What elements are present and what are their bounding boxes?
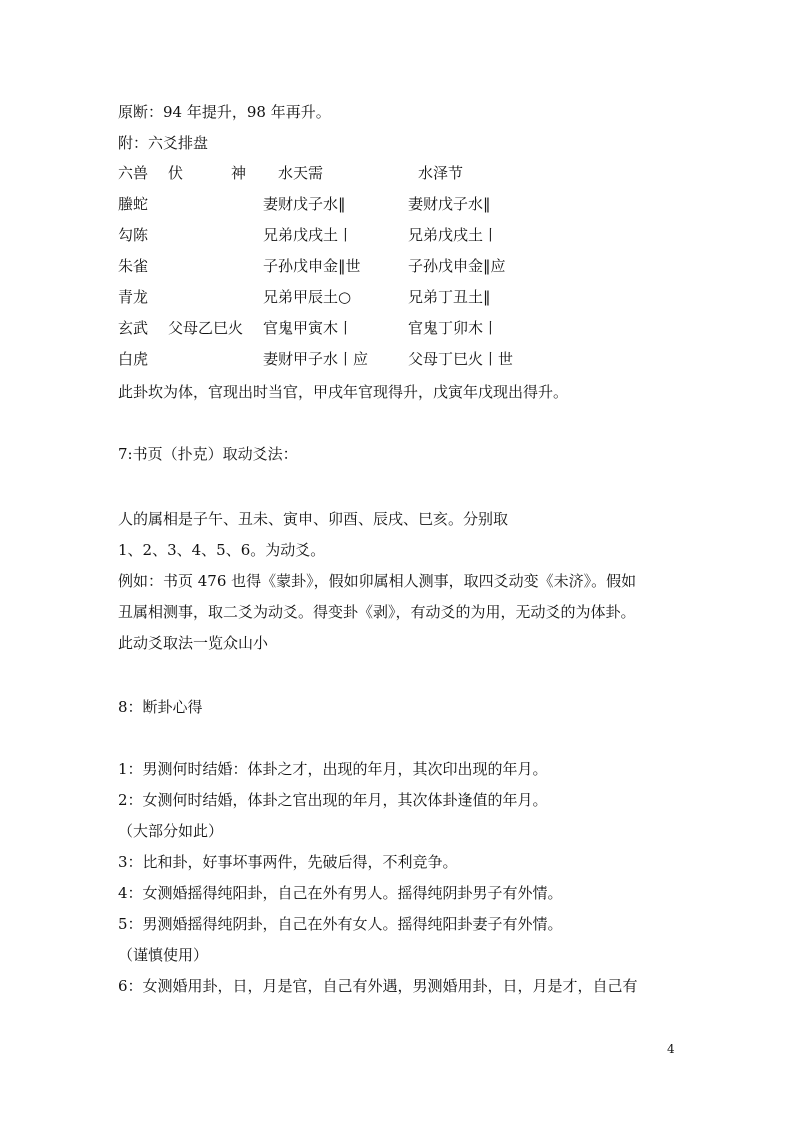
- cell-beast: 白虎: [118, 350, 149, 368]
- cell-beast: 勾陈: [118, 226, 149, 244]
- cell-main-line: 兄弟戊戌土丨: [263, 226, 354, 244]
- hexagram-table: [118, 163, 678, 380]
- text-line: 3：比和卦，好事坏事两件，先破后得，不利竞争。: [118, 853, 458, 871]
- cell-main-line: 子孙戊申金‖世: [263, 257, 361, 275]
- section-heading: 8：断卦心得: [118, 698, 203, 716]
- table-row: [118, 194, 678, 225]
- cell-changed-line: 兄弟戊戌土丨: [408, 226, 499, 244]
- section-heading: 7:书页（扑克）取动爻法：: [118, 445, 298, 463]
- text-line: 6：女测婚用卦，日，月是官，自己有外遇，男测婚用卦，日，月是才，自己有: [118, 977, 638, 995]
- text-line: 人的属相是子午、丑未、寅申、卯酉、辰戌、巳亥。分别取: [118, 510, 509, 528]
- text-line: 1、2、3、4、5、6。为动爻。: [118, 541, 326, 559]
- cell-beast: 玄武: [118, 319, 149, 337]
- cell-changed-line: 子孙戊申金‖应: [408, 257, 506, 275]
- header-fu: 伏: [168, 164, 184, 182]
- text-line: 2：女测何时结婚，体卦之官出现的年月，其次体卦逢值的年月。: [118, 791, 548, 809]
- table-row: [118, 318, 678, 349]
- cell-beast: 青龙: [118, 288, 149, 306]
- text-line: 此动爻取法一览众山小: [118, 634, 269, 652]
- text-line: 5：男测婚摇得纯阴卦，自己在外有女人。摇得纯阳卦妻子有外情。: [118, 915, 563, 933]
- header-shen: 神: [231, 164, 247, 182]
- table-row: [118, 287, 678, 318]
- text-line: 4：女测婚摇得纯阳卦，自己在外有男人。摇得纯阴卦男子有外情。: [118, 884, 563, 902]
- table-row: [118, 225, 678, 256]
- text-line: 例如：书页 476 也得《蒙卦》，假如卯属相人测事，取四爻动变《未济》。假如: [118, 572, 637, 590]
- cell-main-line: 官鬼甲寅木丨: [263, 319, 354, 337]
- cell-changed-line: 兄弟丁丑土‖: [408, 288, 491, 306]
- cell-main-line: 妻财戊子水‖: [263, 195, 346, 213]
- text-line: 原断：94 年提升，98 年再升。: [118, 103, 331, 121]
- paragraph: 此卦坎为体，官现出时当官，甲戌年官现得升，戊寅年戊现出得升。: [118, 383, 569, 401]
- cell-main-line: 兄弟甲辰土○: [263, 288, 352, 306]
- header-changed-hexagram: 水泽节: [418, 164, 464, 182]
- text-line: （大部分如此）: [118, 822, 224, 840]
- header-liushou: 六兽: [118, 164, 149, 182]
- page-number: 4: [667, 1042, 675, 1056]
- table-row: [118, 349, 678, 380]
- cell-changed-line: 父母丁巳火丨世: [408, 350, 514, 368]
- cell-beast: 螣蛇: [118, 195, 149, 213]
- text-line: 丑属相测事，取二爻为动爻。得变卦《剥》，有动爻的为用，无动爻的为体卦。: [118, 603, 636, 621]
- header-main-hexagram: 水天需: [278, 164, 324, 182]
- cell-beast: 朱雀: [118, 257, 149, 275]
- text-line: 1：男测何时结婚：体卦之才，出现的年月，其次印出现的年月。: [118, 760, 548, 778]
- cell-changed-line: 官鬼丁卯木丨: [408, 319, 499, 337]
- text-line: （谨慎使用）: [118, 946, 209, 964]
- table-header-row: [118, 163, 678, 194]
- table-row: [118, 256, 678, 287]
- cell-changed-line: 妻财戊子水‖: [408, 195, 491, 213]
- text-line: 附：六爻排盘: [118, 134, 209, 152]
- cell-main-line: 妻财甲子水丨应: [263, 350, 369, 368]
- cell-hidden-spirit: 父母乙巳火: [168, 319, 244, 337]
